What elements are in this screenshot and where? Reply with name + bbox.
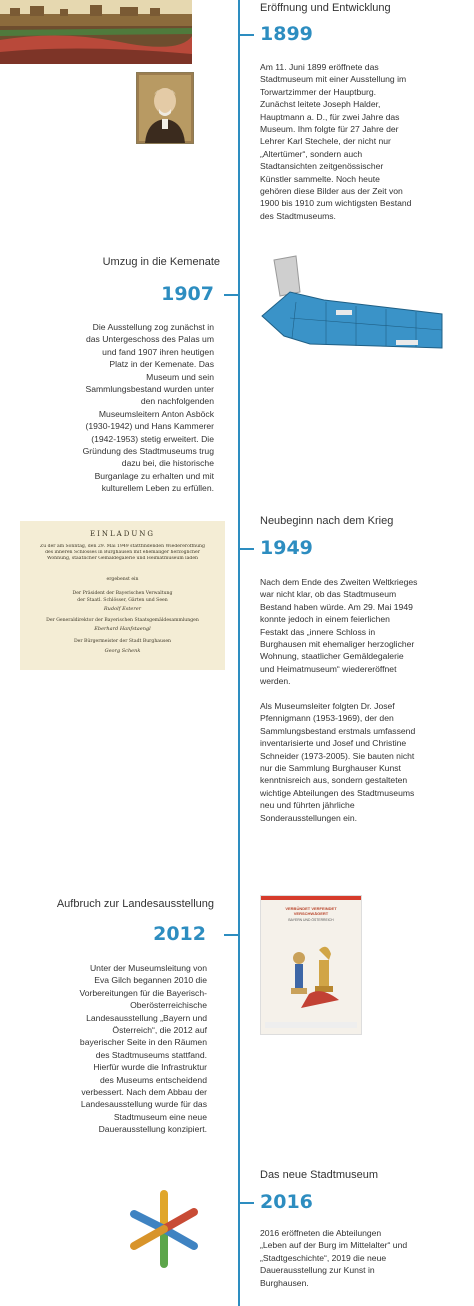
exhibition-poster xyxy=(260,895,362,1035)
invitation-card xyxy=(20,521,225,670)
section-title: Umzug in die Kemenate xyxy=(102,256,220,268)
invitation-line: Der Bürgermeister der Stadt Burghausen xyxy=(73,639,172,644)
invitation-line: Der Präsident der Bayerischen Verwaltung xyxy=(72,591,173,596)
invitation-line: Der Generaldirektor der Bayerischen Staatsgemäldesammlungen xyxy=(46,618,199,623)
timeline-line xyxy=(238,0,240,1306)
museum-logo-icon xyxy=(126,1188,202,1270)
timeline-tick xyxy=(240,548,254,550)
floor-plan xyxy=(256,252,446,352)
timeline-tick xyxy=(224,934,238,936)
poster-header: VERBÜNDET VERFEINDET VERSCHWÄGERT xyxy=(285,906,337,916)
section-text: Die Ausstellung zog zunächst in das Untergeschoss des Palas um und fand 1907 ihren heutigen Platz in der Kemenate. Das Museum und sein Sammlungsbestand wurden unter den nachfolgenden Museumsleitern Anton Asböck (1930-1942) und Hans Kammerer (1942-1953) stetig erweitert. Die Gründung des Stadtmuseums trug dazu bei, die historische Burganlage zu erhalten und mit kulturellem Leben zu erfüllen. xyxy=(82,322,214,494)
section-title: Aufbruch zur Landesausstellung xyxy=(56,898,214,910)
landscape-painting xyxy=(0,0,192,64)
year-label: 1907 xyxy=(161,283,214,305)
section-text: 2016 eröffneten die Abteilungen „Leben auf der Burg im Mittelalter“ und „Stadtgeschichte“, 2019 die neue Dauerausstellung zur Kunst in Burghausen. xyxy=(260,1228,408,1288)
poster-sub: BAYERN UND ÖSTERREICH xyxy=(288,918,334,922)
section-text: Als Museumsleiter folgten Dr. Josef Pfennigmann (1953-1969), der den Sammlungsbestand erstmals umfassend inventarisierte und Josef und Christine Schneider (1973-2005). Sie bauten nicht nur die Sammlung Burghauser Kunst kenntnisreich aus, sondern gestalteten wichtige Abteilungen des Stadtmuseums neu und führten jährliche Sonderausstellungen ein. xyxy=(260,701,416,823)
invitation-signature: Rudolf Esterer xyxy=(103,606,142,612)
section-title: Neubeginn nach dem Krieg xyxy=(260,515,394,527)
year-label: 1899 xyxy=(260,23,313,45)
section-text: Unter der Museumsleitung von Eva Gilch begannen 2010 die Vorbereitungen für die Bayerisch-Oberösterreichische Landesausstellung „Bayern und Österreich“, die 2012 auf bayerischer Seite in den Räumen des Stadtmuseums stattfand. Hierfür wurde die Infrastruktur des Museums entscheidend verbessert. Nach dem Abbau der Landesausstellung wurde für das Stadtmuseum eine neue Dauerausstellung konzipiert. xyxy=(79,963,207,1135)
timeline-tick xyxy=(224,294,238,296)
year-label: 2012 xyxy=(153,923,206,945)
invitation-line: der Staatl. Schlösser, Gärten und Seen xyxy=(77,598,168,603)
invitation-line: Zu der am Sonntag, den 29. Mai 1949 stattfindenden Wiedereröffnung xyxy=(40,544,205,549)
invitation-line: ergebenst ein xyxy=(106,577,139,582)
invitation-signature: Eberhard Hanfstaengl xyxy=(94,626,151,632)
section-title: Eröffnung und Entwicklung xyxy=(260,2,391,14)
timeline-tick xyxy=(240,34,254,36)
year-label: 1949 xyxy=(260,537,313,559)
invitation-line: des inneren Schlosses in Burghausen mit ehemaliger herzoglicher xyxy=(45,550,200,555)
year-label: 2016 xyxy=(260,1191,313,1213)
timeline-tick xyxy=(240,1202,254,1204)
portrait-painting xyxy=(136,72,194,144)
invitation-signature: Georg Schenk xyxy=(104,648,141,654)
section-text: Am 11. Juni 1899 eröffnete das Stadtmuseum mit einer Ausstellung im Torwartzimmer der Hauptburg. Zunächst leitete Joseph Halder, Hauptmann a. D., für zwei Jahre das Museum. Ihm folgte für 27 Jahre der Lehrer Karl Stechele, der nicht nur „Altertümer“, sondern auch Stadtansichten zeitgenössischer Künstler sammelte. Noch heute gehören diese Bilder aus der Zeit von 1900 bis 1910 zum wichtigsten Bestand des Stadtmuseums. xyxy=(260,62,412,221)
invitation-line: Wohnung, staatlicher Gemäldegalerie und Heimatmuseum laden xyxy=(46,556,198,561)
section-title: Das neue Stadtmuseum xyxy=(260,1169,379,1181)
section-text: Nach dem Ende des Zweiten Weltkrieges war nicht klar, ob das Stadtmuseum Bestand haben würde. Am 29. Mai 1949 konnte jedoch in einem feierlichen Festakt das „innere Schloss in Burghausen mit ehemaliger herzoglicher Wohnung, staatlicher Gemäldegalerie und Heimatmuseum“ wiedereröffnet werden. xyxy=(260,577,418,687)
invitation-title: EINLADUNG xyxy=(90,530,155,538)
